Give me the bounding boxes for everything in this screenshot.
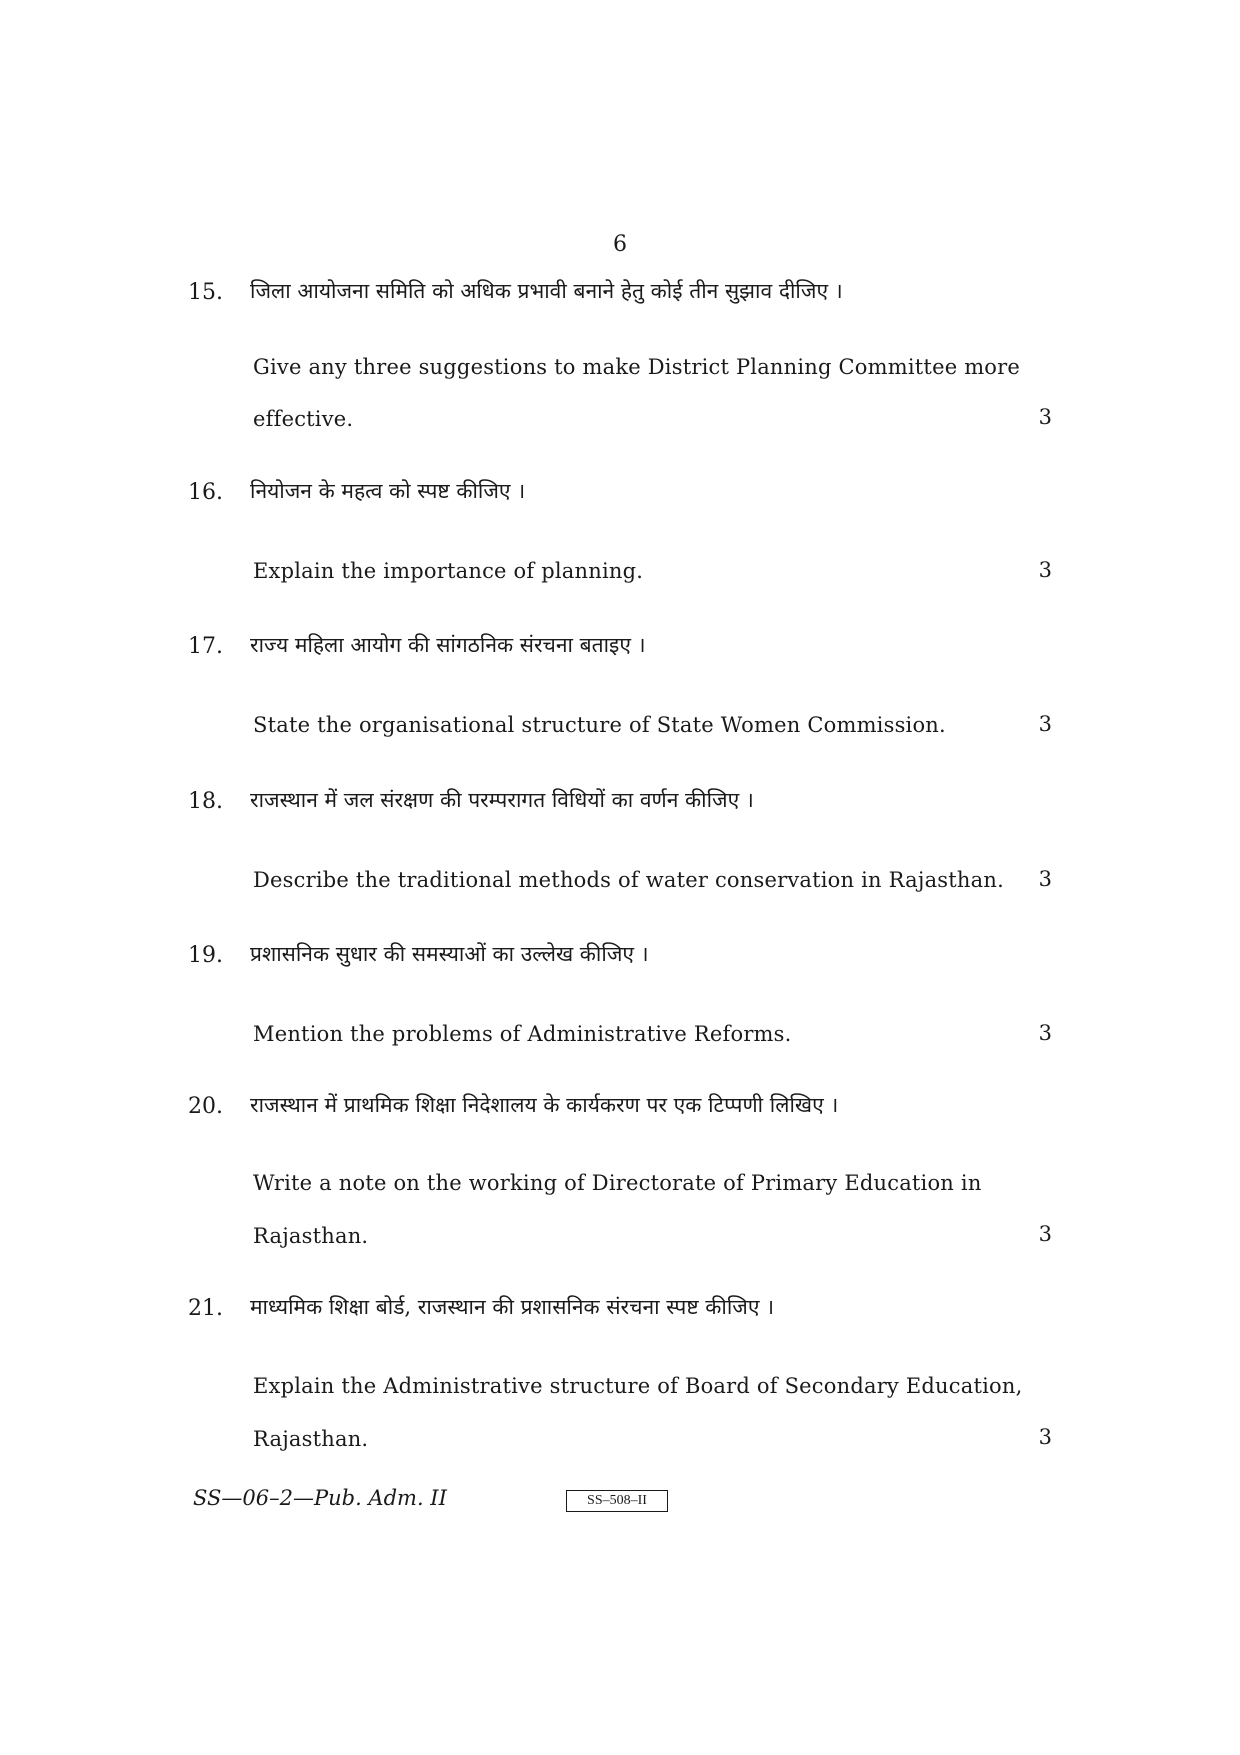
question-marks: 3 xyxy=(1038,1021,1052,1045)
question-marks: 3 xyxy=(1038,1425,1052,1449)
question-number: 19. xyxy=(188,943,223,968)
question-marks: 3 xyxy=(1038,712,1052,736)
question-hindi-text: माध्यमिक शिक्षा बोर्ड, राजस्थान की प्रशासनिक संरचना स्पष्ट कीजिए । xyxy=(250,1295,775,1319)
question-hindi-text: राज्य महिला आयोग की सांगठनिक संरचना बताइए । xyxy=(250,633,646,657)
question-marks: 3 xyxy=(1038,405,1052,429)
question-marks: 3 xyxy=(1038,1222,1052,1246)
page-number: 6 xyxy=(613,232,627,257)
question-marks: 3 xyxy=(1038,867,1052,891)
question-english-line: Write a note on the working of Directorate of Primary Education in xyxy=(253,1171,982,1195)
question-english-line: Rajasthan. xyxy=(253,1224,369,1248)
question-hindi-text: जिला आयोजना समिति को अधिक प्रभावी बनाने हेतु कोई तीन सुझाव दीजिए । xyxy=(250,279,843,303)
question-number: 20. xyxy=(188,1094,223,1119)
question-english-line: Rajasthan. xyxy=(253,1427,369,1451)
question-english-line: Describe the traditional methods of water conservation in Rajasthan. xyxy=(253,868,1004,892)
footer-paper-code: SS—06–2—Pub. Adm. II xyxy=(193,1486,447,1510)
question-marks: 3 xyxy=(1038,558,1052,582)
question-number: 16. xyxy=(188,480,223,505)
question-number: 18. xyxy=(188,789,223,814)
question-english-line: Explain the importance of planning. xyxy=(253,559,644,583)
footer-code-box: SS–508–II xyxy=(566,1490,668,1512)
question-number: 17. xyxy=(188,634,223,659)
question-hindi-text: प्रशासनिक सुधार की समस्याओं का उल्लेख कीजिए । xyxy=(250,942,649,966)
question-english-line: Explain the Administrative structure of Board of Secondary Education, xyxy=(253,1374,1023,1398)
question-number: 21. xyxy=(188,1296,223,1321)
question-hindi-text: नियोजन के महत्व को स्पष्ट कीजिए । xyxy=(250,479,526,503)
question-english-line: State the organisational structure of State Women Commission. xyxy=(253,713,946,737)
question-hindi-text: राजस्थान में प्राथमिक शिक्षा निदेशालय के कार्यकरण पर एक टिप्पणी लिखिए । xyxy=(250,1093,839,1117)
question-english-line: effective. xyxy=(253,407,354,431)
question-hindi-text: राजस्थान में जल संरक्षण की परम्परागत विधियों का वर्णन कीजिए । xyxy=(250,788,754,812)
question-english-line: Give any three suggestions to make District Planning Committee more xyxy=(253,355,1021,379)
question-number: 15. xyxy=(188,280,223,305)
question-english-line: Mention the problems of Administrative Reforms. xyxy=(253,1022,792,1046)
